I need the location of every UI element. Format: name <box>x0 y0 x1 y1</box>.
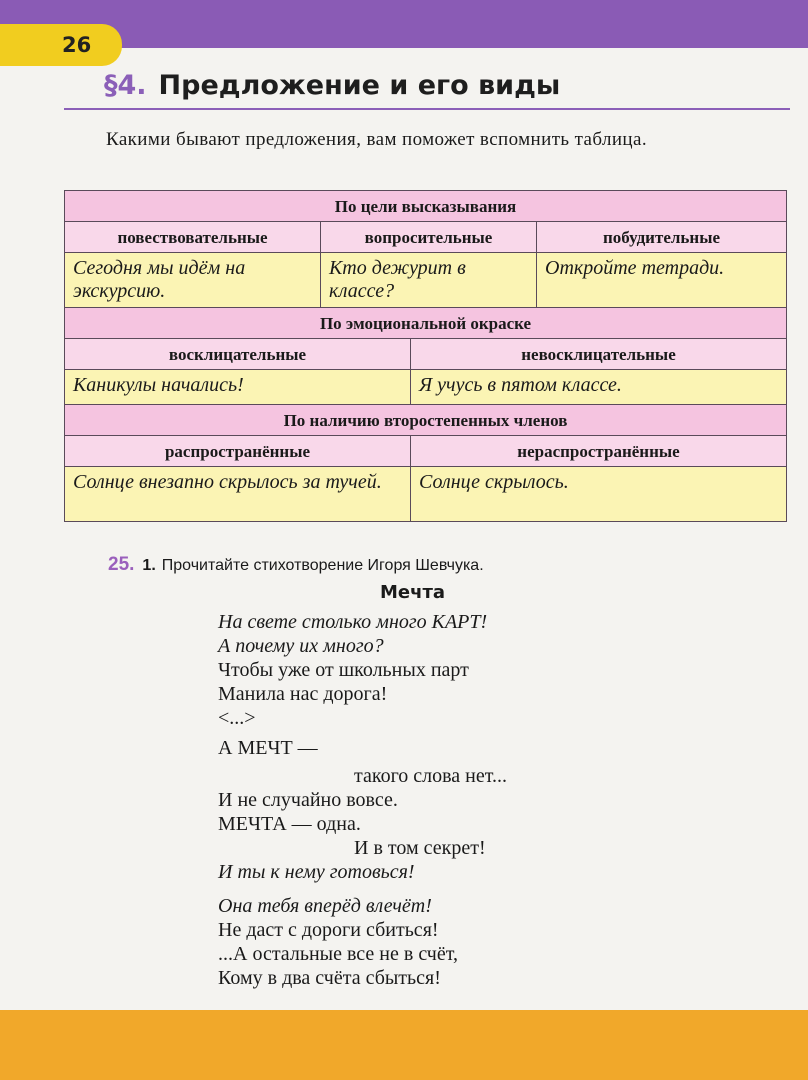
section-symbol: §4. <box>104 70 147 101</box>
section-heading <box>104 70 560 101</box>
table-header-purpose: По цели высказывания <box>65 191 787 222</box>
example-extended: Солнце внезапно скрылось за тучей. <box>65 467 411 522</box>
poem-line: А почему их много? <box>218 635 384 657</box>
poem-line: И ты к нему готовься! <box>218 861 415 883</box>
section-title: Предложение и его виды <box>158 70 561 101</box>
exercise-step: 1. <box>142 557 156 574</box>
poem-line: такого слова нет... <box>354 765 507 787</box>
type-unextended: нераспространённые <box>411 436 787 467</box>
poem <box>218 610 507 990</box>
example-exclamatory: Каникулы начались! <box>65 370 411 405</box>
type-declarative: повествовательные <box>65 222 321 253</box>
type-interrogative: вопросительные <box>321 222 537 253</box>
table-header-members: По наличию второстепенных членов <box>65 405 787 436</box>
example-non-exclamatory: Я учусь в пятом классе. <box>411 370 787 405</box>
bottom-color-band <box>0 1010 808 1080</box>
poem-line: Чтобы уже от школьных парт <box>218 659 469 681</box>
example-interrogative: Кто дежурит в классе? <box>321 253 537 308</box>
type-extended: распространённые <box>65 436 411 467</box>
poem-line: МЕЧТА — одна. <box>218 813 361 835</box>
poem-line: Она тебя вперёд влечёт! <box>218 895 432 917</box>
type-exclamatory: восклицательные <box>65 339 411 370</box>
sentence-types-table <box>64 190 787 522</box>
poem-line: Кому в два счёта сбыться! <box>218 967 441 989</box>
poem-line: А МЕЧТ — <box>218 737 318 759</box>
poem-line: На свете столько много КАРТ! <box>218 611 488 633</box>
page-number: 26 <box>0 24 122 66</box>
example-unextended: Солнце скрылось. <box>411 467 787 522</box>
poem-line: Не даст с дороги сбиться! <box>218 919 439 941</box>
exercise-number: 25. <box>108 554 135 575</box>
heading-underline <box>64 108 790 110</box>
exercise-text: Прочитайте стихотворение Игоря Шевчука. <box>161 557 484 574</box>
poem-line: Манила нас дорога! <box>218 683 388 705</box>
intro-paragraph: Какими бывают предложения, вам поможет вспомнить таблица. <box>106 129 647 150</box>
example-imperative: Откройте тетради. <box>537 253 787 308</box>
type-imperative: побудительные <box>537 222 787 253</box>
poem-title: Мечта <box>380 582 446 603</box>
poem-line: <...> <box>218 707 256 729</box>
poem-line: ...А остальные все не в счёт, <box>218 943 458 965</box>
poem-line: И не случайно вовсе. <box>218 789 398 811</box>
poem-line: И в том секрет! <box>354 837 486 859</box>
exercise-task <box>108 554 484 576</box>
table-header-emotion: По эмоциональной окраске <box>65 308 787 339</box>
example-declarative: Сегодня мы идём на экскурсию. <box>65 253 321 308</box>
type-non-exclamatory: невосклицательные <box>411 339 787 370</box>
